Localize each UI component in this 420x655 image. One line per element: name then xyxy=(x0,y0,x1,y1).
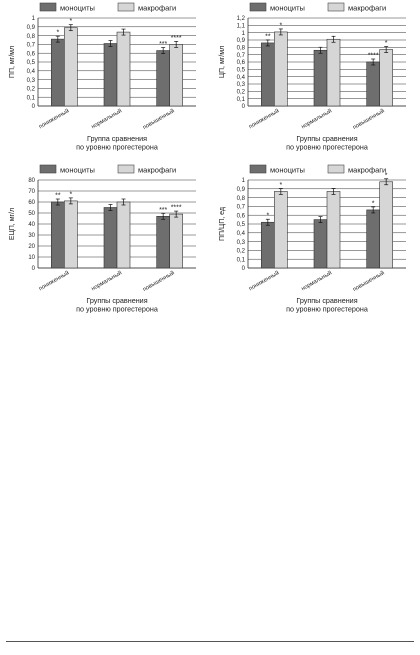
y-tick-label: 1,2 xyxy=(236,16,245,23)
significance-mark: * xyxy=(266,212,270,220)
bar-chart-4 xyxy=(214,162,414,322)
x-tick-label: повышенный xyxy=(352,108,386,132)
y-tick-label: 0,6 xyxy=(236,213,245,220)
significance-mark: * xyxy=(279,181,283,189)
legend-swatch-monocytes xyxy=(250,3,266,11)
y-tick-label: 0,3 xyxy=(26,77,35,84)
bar-macrophages xyxy=(380,182,393,268)
y-axis-label: ПП, мг/мл xyxy=(9,45,16,79)
x-tick-label: пониженный xyxy=(38,270,71,293)
y-tick-label: 0,7 xyxy=(236,204,245,211)
bar-monocytes xyxy=(367,210,380,268)
x-tick-label: нормальный xyxy=(90,108,123,131)
bar-monocytes xyxy=(314,50,327,106)
x-tick-label: пониженный xyxy=(248,108,281,131)
bar-macrophages xyxy=(274,191,287,268)
significance-mark: * xyxy=(371,200,375,208)
y-tick-label: 1 xyxy=(31,16,35,23)
y-tick-label: 0,4 xyxy=(236,74,245,81)
y-tick-label: 0,5 xyxy=(26,60,35,67)
x-axis-label: Группы сравнения xyxy=(86,296,148,305)
legend-label-macrophages: макрофаги xyxy=(348,165,387,175)
bar-monocytes xyxy=(104,208,117,269)
legend-label-macrophages: макрофаги xyxy=(138,165,177,175)
bar-macrophages xyxy=(170,214,183,268)
y-tick-label: 0,9 xyxy=(236,187,245,193)
significance-mark: ** xyxy=(55,192,61,200)
bar-macrophages xyxy=(380,50,393,106)
bar-monocytes xyxy=(367,62,380,106)
legend-label-monocytes: моноциты xyxy=(60,165,95,175)
x-tick-label: пониженный xyxy=(248,270,281,293)
y-tick-label: 0,4 xyxy=(236,231,245,237)
bar-monocytes xyxy=(261,43,274,106)
y-tick-label: 0,2 xyxy=(236,248,245,255)
significance-mark: **** xyxy=(367,52,379,60)
legend-swatch-macrophages xyxy=(328,165,344,173)
bar-macrophages xyxy=(170,44,183,106)
y-tick-label: 0,2 xyxy=(236,89,245,96)
legend-label-monocytes: моноциты xyxy=(270,165,305,175)
legend-label-macrophages: макрофаги xyxy=(348,3,387,13)
y-tick-label: 0,5 xyxy=(236,222,245,229)
significance-mark: * xyxy=(384,40,388,48)
chart-panel-2 xyxy=(214,0,414,160)
y-tick-label: 50 xyxy=(28,211,35,218)
legend-swatch-monocytes xyxy=(40,3,56,11)
y-tick-label: 0,8 xyxy=(236,195,245,202)
significance-mark: * xyxy=(69,18,73,26)
y-tick-label: 10 xyxy=(28,255,35,262)
bar-monocytes xyxy=(51,202,64,268)
y-tick-label: 0,3 xyxy=(236,82,245,89)
y-tick-label: 60 xyxy=(28,200,35,207)
y-tick-label: 0,8 xyxy=(236,45,245,52)
x-tick-label: повышенный xyxy=(142,108,176,132)
chart-panel-1 xyxy=(4,0,204,160)
y-tick-label: 0,1 xyxy=(236,257,245,264)
x-axis-label: Группы сравнения xyxy=(296,296,358,305)
y-tick-label: 0,7 xyxy=(236,52,245,59)
x-axis-label: по уровню прогестерона xyxy=(76,304,158,314)
x-axis-label: Группа сравнения xyxy=(86,134,148,143)
legend-swatch-macrophages xyxy=(118,165,134,173)
significance-mark: **** xyxy=(170,204,182,212)
x-tick-label: повышенный xyxy=(352,270,386,294)
y-tick-label: 0 xyxy=(31,104,35,111)
x-axis-label: по уровню прогестерона xyxy=(76,142,158,152)
y-tick-label: 0 xyxy=(31,266,35,273)
y-tick-label: 70 xyxy=(28,189,35,196)
y-axis-label: ЦП, мг/мл xyxy=(219,45,226,79)
y-tick-label: 0,1 xyxy=(236,96,245,103)
legend-label-monocytes: моноциты xyxy=(270,3,305,13)
y-axis-label: ЕЦП, мг/л xyxy=(9,207,16,241)
y-tick-label: 40 xyxy=(28,222,35,229)
y-tick-label: 0,4 xyxy=(26,69,35,75)
y-tick-label: 0,6 xyxy=(236,60,245,67)
bar-monocytes xyxy=(314,220,327,268)
legend-swatch-macrophages xyxy=(328,3,344,11)
legend-label-monocytes: моноциты xyxy=(60,3,95,13)
significance-mark: *** xyxy=(159,41,168,49)
significance-mark: * xyxy=(69,191,73,199)
y-tick-label: 0,6 xyxy=(26,51,35,58)
x-tick-label: нормальный xyxy=(300,108,333,131)
y-tick-label: 30 xyxy=(28,233,35,240)
significance-mark: *** xyxy=(159,206,168,214)
legend xyxy=(40,3,176,13)
bar-chart-2 xyxy=(214,0,414,160)
y-tick-label: 0 xyxy=(241,104,245,111)
y-tick-label: 0,2 xyxy=(26,86,35,93)
significance-mark: **** xyxy=(170,34,182,42)
y-tick-label: 20 xyxy=(28,244,35,251)
x-axis-label: по уровню прогестерона xyxy=(286,304,368,314)
chart-panel-3 xyxy=(4,162,204,322)
y-tick-label: 0 xyxy=(241,266,245,273)
y-tick-label: 0,9 xyxy=(236,38,245,45)
legend xyxy=(250,3,386,13)
bar-macrophages xyxy=(327,39,340,106)
y-tick-label: 0,1 xyxy=(26,95,35,102)
bar-macrophages xyxy=(117,32,130,106)
significance-mark: * xyxy=(279,22,283,30)
bar-macrophages xyxy=(274,32,287,106)
chart-panel-4 xyxy=(214,162,414,322)
bar-macrophages xyxy=(64,201,77,268)
y-tick-label: 1,1 xyxy=(236,23,245,30)
page-footer-rule xyxy=(6,641,414,642)
bar-monocytes xyxy=(157,216,170,268)
legend-label-macrophages: макрофаги xyxy=(138,3,177,13)
significance-mark: ** xyxy=(265,33,271,41)
x-axis-label: Группы сравнения xyxy=(296,134,358,143)
x-axis-label: по уровню прогестерона xyxy=(286,142,368,152)
y-tick-label: 0,3 xyxy=(236,239,245,246)
x-tick-label: нормальный xyxy=(300,270,333,293)
y-tick-label: 0,8 xyxy=(26,33,35,40)
y-axis-label: ПП/ЦП, ед xyxy=(219,207,226,241)
legend-swatch-macrophages xyxy=(118,3,134,11)
significance-mark: * xyxy=(56,29,60,37)
bar-monocytes xyxy=(261,222,274,268)
legend xyxy=(40,165,176,175)
x-tick-label: нормальный xyxy=(90,270,123,293)
legend-swatch-monocytes xyxy=(250,165,266,173)
y-tick-label: 1 xyxy=(241,178,245,185)
significance-mark: * xyxy=(384,172,388,180)
x-tick-label: повышенный xyxy=(142,270,176,294)
y-tick-label: 0,9 xyxy=(26,25,35,31)
bar-monocytes xyxy=(51,39,64,106)
legend-swatch-monocytes xyxy=(40,165,56,173)
bar-macrophages xyxy=(327,191,340,268)
legend xyxy=(250,165,386,175)
bar-macrophages xyxy=(117,202,130,268)
y-tick-label: 0,7 xyxy=(26,42,35,49)
bar-monocytes xyxy=(157,51,170,106)
bar-monocytes xyxy=(104,44,117,106)
y-tick-label: 0,5 xyxy=(236,67,245,74)
bar-chart-3 xyxy=(4,162,204,322)
bar-chart-1 xyxy=(4,0,204,160)
y-tick-label: 80 xyxy=(28,178,35,185)
y-tick-label: 1 xyxy=(241,30,245,37)
bar-macrophages xyxy=(64,28,77,106)
x-tick-label: пониженный xyxy=(38,108,71,131)
